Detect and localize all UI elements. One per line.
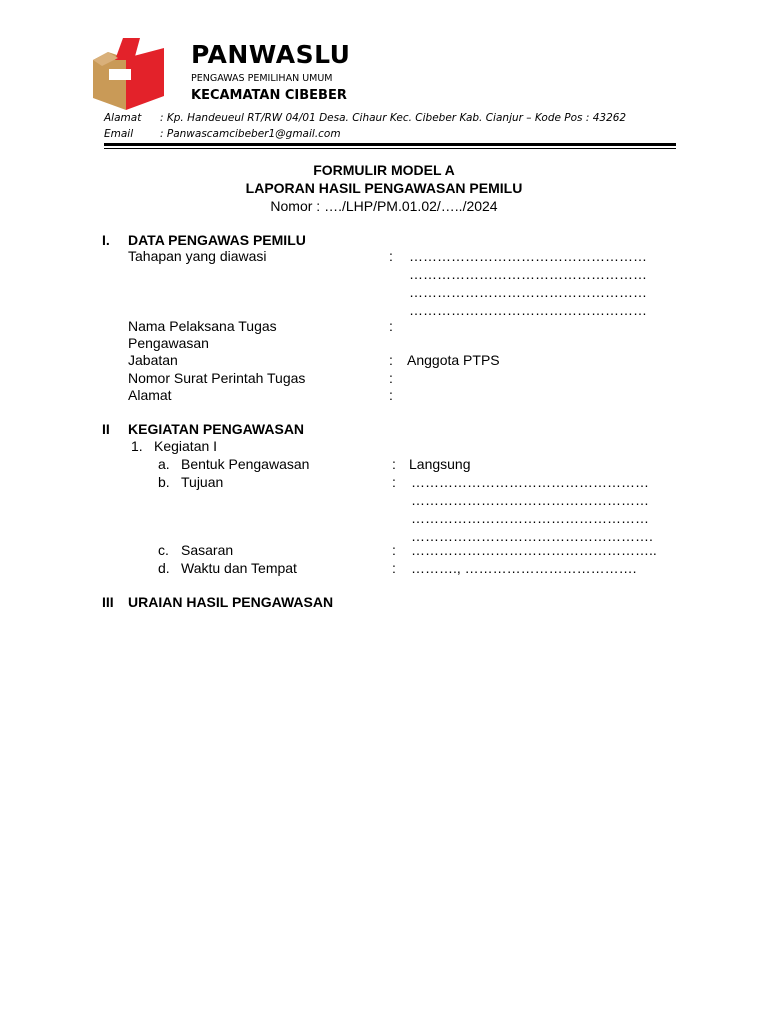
officer-label: Nama Pelaksana Tugas: [128, 318, 277, 334]
header-rule-thick: [104, 143, 676, 146]
section3-heading: URAIAN HASIL PENGAWASAN: [128, 594, 334, 610]
panwaslu-logo: [90, 38, 168, 112]
activity-number: 1.: [131, 438, 143, 454]
report-number: Nomor : …./LHP/PM.01.02/…../2024: [270, 198, 498, 214]
goal-line-3: ……………………………………………: [411, 510, 649, 526]
section1-number: I.: [102, 232, 110, 248]
address-label: Alamat: [104, 112, 142, 124]
order-colon: :: [389, 370, 393, 386]
stage-line-2: ……………………………………………: [409, 266, 647, 282]
email-value: : Panwascamcibeber1@gmail.com: [160, 128, 341, 140]
target-label: Sasaran: [181, 542, 234, 558]
org-district: KECAMATAN CIBEBER: [191, 88, 347, 103]
form-title: FORMULIR MODEL A: [313, 162, 455, 178]
stage-line-3: ……………………………………………: [409, 284, 647, 300]
activity-label: Kegiatan I: [154, 438, 218, 454]
section2-heading: KEGIATAN PENGAWASAN: [128, 421, 305, 437]
stage-line-1: ……………………………………………: [409, 248, 647, 264]
goal-line-4: …………………………………………….: [411, 528, 653, 544]
section3-number: III: [102, 594, 114, 610]
address-field-label: Alamat: [128, 387, 172, 403]
stage-label: Tahapan yang diawasi: [128, 248, 267, 264]
time-label: Waktu dan Tempat: [181, 560, 297, 576]
time-value: ………., ……………………………….: [411, 560, 637, 576]
target-colon: :: [392, 542, 396, 558]
section2-number: II: [102, 421, 110, 437]
goal-colon: :: [392, 474, 396, 490]
section1-heading: DATA PENGAWAS PEMILU: [128, 232, 306, 248]
goal-line-1: ……………………………………………: [411, 474, 649, 490]
header-rule-thin: [104, 148, 676, 149]
form-value: Langsung: [409, 456, 471, 472]
goal-letter: b.: [158, 474, 170, 490]
order-label: Nomor Surat Perintah Tugas: [128, 370, 306, 386]
form-label: Bentuk Pengawasan: [181, 456, 310, 472]
org-name: PANWASLU: [191, 40, 351, 69]
stage-line-4: ……………………………………………: [409, 302, 647, 318]
time-colon: :: [392, 560, 396, 576]
org-subtitle: PENGAWAS PEMILIHAN UMUM: [191, 73, 333, 84]
address-value: : Kp. Handeueul RT/RW 04/01 Desa. Cihaur Kec. Cibeber Kab. Cianjur – Kode Pos : 43262: [160, 112, 627, 124]
form-colon: :: [392, 456, 396, 472]
officer-colon: :: [389, 318, 393, 334]
email-line: [104, 128, 341, 141]
stage-colon: :: [389, 248, 393, 264]
email-label: Email: [104, 128, 134, 140]
address-line: [104, 112, 626, 125]
address-field-colon: :: [389, 387, 393, 403]
report-title: LAPORAN HASIL PENGAWASAN PEMILU: [245, 180, 523, 196]
officer-label-cont: Pengawasan: [128, 335, 209, 351]
time-letter: d.: [158, 560, 170, 576]
position-label: Jabatan: [128, 352, 178, 368]
goal-label: Tujuan: [181, 474, 224, 490]
position-colon: :: [389, 352, 393, 368]
position-value: Anggota PTPS: [407, 352, 500, 368]
target-value: ……………………………………………..: [411, 542, 657, 558]
target-letter: c.: [158, 542, 169, 558]
goal-line-2: ……………………………………………: [411, 492, 649, 508]
form-letter: a.: [158, 456, 170, 472]
